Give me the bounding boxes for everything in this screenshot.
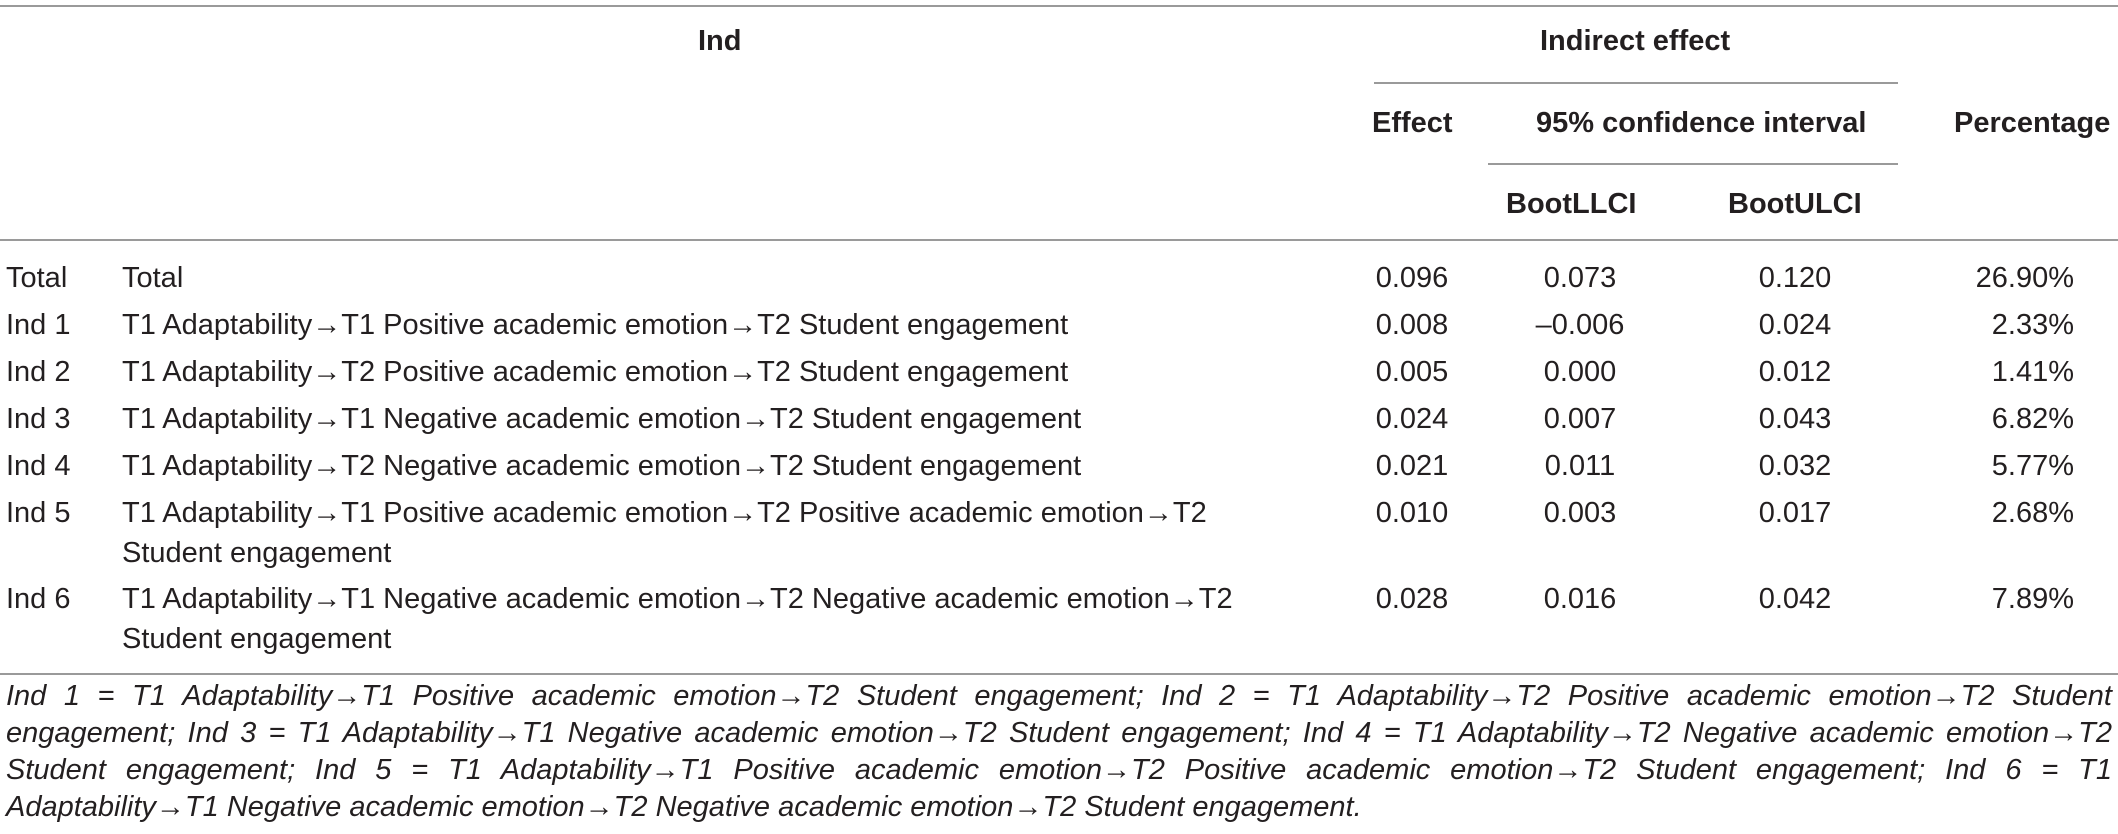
effect-value: 0.021 xyxy=(1375,450,1449,482)
effect-value: 0.008 xyxy=(1375,309,1449,341)
row-label: Ind 4 xyxy=(6,450,71,482)
indirect-effect-underline xyxy=(1374,82,1898,84)
effect-value: 0.024 xyxy=(1375,403,1449,435)
percentage-value: 6.82% xyxy=(1991,403,2074,435)
header-bottom-rule xyxy=(0,239,2118,241)
bootllci-value: 0.003 xyxy=(1543,497,1617,529)
row-path: T1 Adaptability→T1 Positive academic emotion→T2 Positive academic emotion→T2 Student engagement xyxy=(122,497,1207,569)
table-bottom-rule xyxy=(0,673,2118,675)
bootllci-value: –0.006 xyxy=(1535,309,1625,341)
header-ind: Ind xyxy=(698,25,742,57)
table-footnote: Ind 1 = T1 Adaptability→T1 Positive academic emotion→T2 Student engagement; Ind 2 = T1 Adaptability→T2 Positive academic emotion→T2 Student engagement; Ind 3 = T1 Adaptability→T1 Negative academic emotion→T2 Student engagement; Ind 4 = T1 Adaptability→T2 Negative academic emotion→T2 Student engagement; Ind 5 = T1 Adaptability→T1 Positive academic emotion→T2 Positive academic emotion→T2 Student engagement; Ind 6 = T1 Adaptability→T1 Negative academic emotion→T2 Negative academic emotion→T2 Student engagement. xyxy=(6,680,2112,823)
percentage-value: 5.77% xyxy=(1991,450,2074,482)
percentage-value: 2.33% xyxy=(1991,309,2074,341)
row-label: Ind 2 xyxy=(6,356,71,388)
row-label: Ind 1 xyxy=(6,309,71,341)
row-label: Total xyxy=(6,262,68,294)
top-rule xyxy=(0,5,2118,7)
percentage-value: 1.41% xyxy=(1991,356,2074,388)
header-percentage: Percentage xyxy=(1954,107,2111,139)
bootulci-value: 0.120 xyxy=(1758,262,1832,294)
bootulci-value: 0.043 xyxy=(1758,403,1832,435)
row-path: T1 Adaptability→T1 Negative academic emotion→T2 Student engagement xyxy=(122,403,1082,435)
bootllci-value: 0.073 xyxy=(1543,262,1617,294)
percentage-value: 2.68% xyxy=(1991,497,2074,529)
row-path: T1 Adaptability→T1 Positive academic emotion→T2 Student engagement xyxy=(122,309,1069,341)
bootllci-value: 0.007 xyxy=(1543,403,1617,435)
header-bootllci: BootLLCI xyxy=(1506,188,1637,220)
header-effect: Effect xyxy=(1372,107,1453,139)
effect-value: 0.010 xyxy=(1375,497,1449,529)
header-confidence-interval: 95% confidence interval xyxy=(1536,107,1867,139)
bootulci-value: 0.024 xyxy=(1758,309,1832,341)
row-label: Ind 5 xyxy=(6,497,71,529)
effect-value: 0.028 xyxy=(1375,583,1449,615)
bootulci-value: 0.032 xyxy=(1758,450,1832,482)
effect-value: 0.005 xyxy=(1375,356,1449,388)
bootllci-value: 0.000 xyxy=(1543,356,1617,388)
row-label: Ind 3 xyxy=(6,403,71,435)
header-bootulci: BootULCI xyxy=(1728,188,1862,220)
bootulci-value: 0.042 xyxy=(1758,583,1832,615)
bootllci-value: 0.016 xyxy=(1543,583,1617,615)
row-path: T1 Adaptability→T2 Negative academic emotion→T2 Student engagement xyxy=(122,450,1082,482)
percentage-value: 26.90% xyxy=(1975,262,2074,294)
header-indirect-effect: Indirect effect xyxy=(1540,25,1731,57)
row-path: T1 Adaptability→T1 Negative academic emotion→T2 Negative academic emotion→T2 Student engagement xyxy=(122,583,1233,655)
bootllci-value: 0.011 xyxy=(1544,450,1616,482)
row-path: Total xyxy=(122,262,184,294)
bootulci-value: 0.012 xyxy=(1758,356,1832,388)
ci-underline xyxy=(1488,163,1898,165)
effect-value: 0.096 xyxy=(1375,262,1449,294)
row-path: T1 Adaptability→T2 Positive academic emotion→T2 Student engagement xyxy=(122,356,1069,388)
bootulci-value: 0.017 xyxy=(1758,497,1832,529)
row-label: Ind 6 xyxy=(6,583,71,615)
percentage-value: 7.89% xyxy=(1991,583,2074,615)
